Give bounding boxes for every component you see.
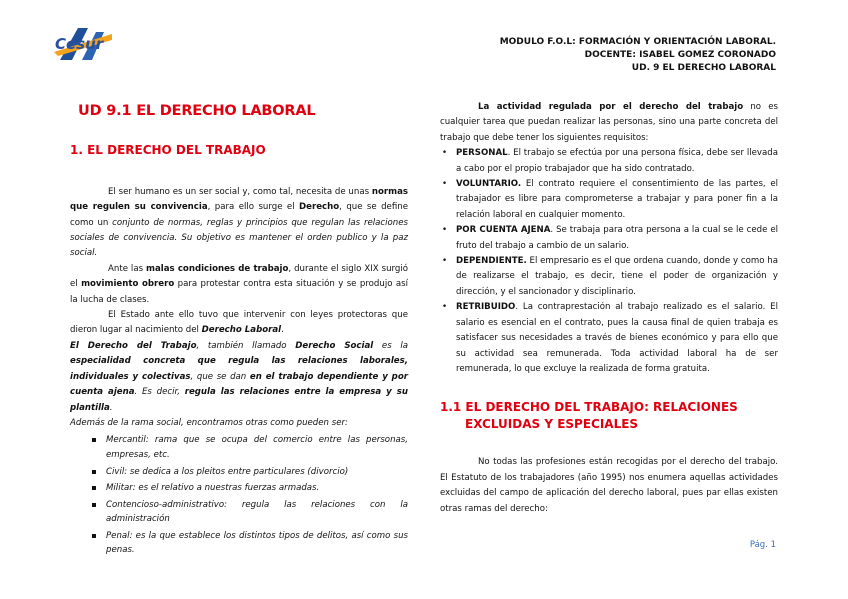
requirement-item: • RETRIBUIDO. La contraprestación al trabajo realizado es el salario. El salario es esencial en el contrato, pues la causa final de quien trabaja es satisfacer sus necesidades a través de bienes económico y para ello que su actividad sea remunerada. Toda actividad laboral ha de ser remunerada, lo que excluye la realizada de forma gratuita. (440, 300, 778, 377)
cesur-logo (52, 22, 114, 62)
requirement-item: • VOLUNTARIO. El contrato requiere el consentimiento de las partes, el trabajador es libre para comprometerse a trabajar y para poner fin a la relación laboral en cualquier momento. (440, 177, 778, 223)
paragraph-other-branches: Además de la rama social, encontramos otras como pueden ser: (70, 417, 348, 428)
paragraph-labor-law-definition: El Derecho del Trabajo, también llamado Derecho Social es la especialidad concreta que regula las relaciones laborales, individuales y colectivas, que se dan en el trabajo dependiente y por cuenta ajena. Es decir, regula las relaciones entre la empresa y su plantilla. (70, 340, 409, 413)
right-column (440, 100, 778, 517)
header-module: MODULO F.O.L: FORMACIÓN Y ORIENTACIÓN LABORAL. (499, 37, 776, 47)
document-header (500, 36, 776, 75)
logo-text: Cesur (55, 35, 104, 53)
paragraph-state-intervention: El Estado ante ello tuvo que intervenir con leyes protectoras que dieron lugar al nacimiento del Derecho Laboral. (70, 310, 408, 336)
paragraph-regulated-activity: La actividad regulada por el derecho del trabajo no es cualquier tarea que puedan realizar las personas, sino una parte concreta del trabajo que debe tener los siguientes requisitos: (440, 102, 779, 143)
left-column (70, 100, 408, 560)
header-unit: UD. 9 EL DERECHO LABORAL (631, 63, 776, 73)
law-branches-list (70, 433, 408, 558)
page-number: Pág. 1 (749, 540, 776, 550)
list-item: Contencioso-administrativo: regula las relaciones con la administración (70, 498, 408, 527)
requirements-list (440, 146, 778, 377)
requirement-item: • DEPENDIENTE. El empresario es el que ordena cuando, donde y como ha de realizarse el trabajo, es decir, tiene el poder de organización y dirección, y el sancionador y disciplinario. (440, 254, 778, 300)
list-item: Mercantil: rama que se ocupa del comercio entre las personas, empresas, etc. (70, 433, 408, 462)
paragraph-human-social: El ser humano es un ser social y, como tal, necesita de unas normas que regulen su convivencia, para ello surge el Derecho, que se define como un conjunto de normas, reglas y principios que regulan las relaciones sociales de convivencia. Su objetivo es mantener el orden publico y la paz social. (70, 186, 409, 259)
section-1-title: 1. EL DERECHO DEL TRABAJO (70, 143, 266, 158)
list-item: Militar: es el relativo a nuestras fuerzas armadas. (70, 481, 408, 496)
requirement-item: • PERSONAL. El trabajo se efectúa por una persona física, debe ser llevada a cabo por el propio trabajador que ha sido contratado. (440, 146, 778, 177)
list-item: Penal: es la que establece los distintos tipos de delitos, así como sus penas. (70, 529, 408, 558)
section-1-1-title: 1.1 EL DERECHO DEL TRABAJO: RELACIONES EXCLUIDAS Y ESPECIALES (440, 400, 738, 432)
header-teacher: DOCENTE: ISABEL GOMEZ CORONADO (584, 50, 776, 60)
list-item: Civil: se dedica a los pleitos entre particulares (divorcio) (70, 465, 408, 480)
paragraph-working-conditions: Ante las malas condiciones de trabajo, durante el siglo XIX surgió el movimiento obrero para protestar contra esta situación y se produjo así la lucha de clases. (70, 263, 409, 305)
requirement-item: • POR CUENTA AJENA. Se trabaja para otra persona a la cual se le cede el fruto del trabajo a cambio de un salario. (440, 223, 778, 254)
unit-title: UD 9.1 EL DERECHO LABORAL (78, 103, 316, 119)
paragraph-excluded-professions: No todas las profesiones están recogidas por el derecho del trabajo. El Estatuto de los trabajadores (año 1995) nos enumera aquellas actividades excluidas del campo de aplicación del derecho laboral, pues par ellas existen otras ramas del derecho: (440, 457, 778, 514)
